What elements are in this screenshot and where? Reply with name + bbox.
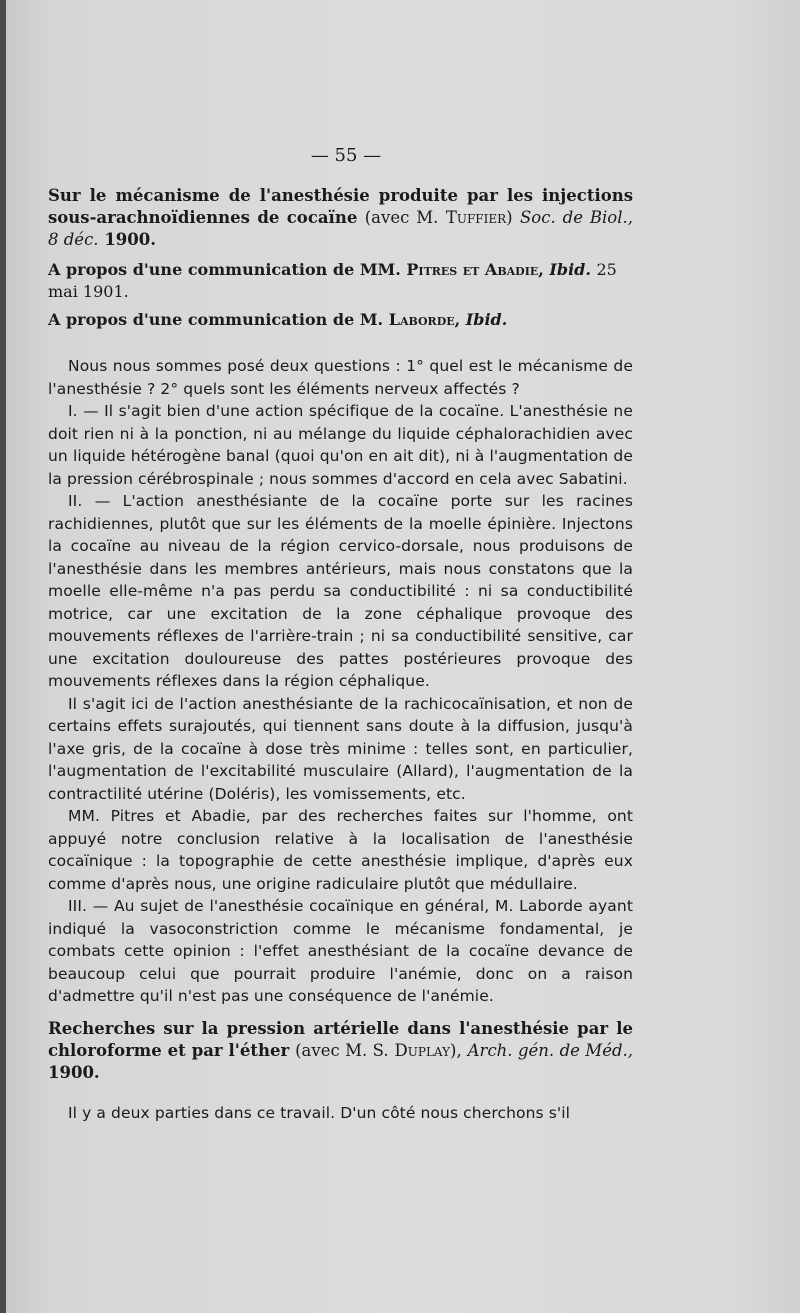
- ref-authors: Pitres et Abadie,: [406, 260, 544, 279]
- body-paragraph: MM. Pitres et Abadie, par des recherches faites sur l'homme, ont appuyé notre conclusion relative à la localisation de l'anesthésie cocaïnique : la topographie de cette anesthésie implique, d'après eux comme d'après nous, une origine radiculaire plutôt que médullaire.: [48, 807, 633, 893]
- page-content: [48, 185, 633, 1124]
- body-paragraph: I. — Il s'agit bien d'une action spécifique de la cocaïne. L'anesthésie ne doit rien ni à la ponction, ni au mélange du liquide céphalorachidien avec un liquide hétérogène banal (quoi qu'on en ait dit), ni à l'augmentation de la pression cérébrospinale ; nous sommes d'accord en cela avec Sabatini.: [48, 402, 633, 488]
- body-paragraph: Nous nous sommes posé deux questions : 1° quel est le mécanisme de l'anesthésie ? 2° quels sont les éléments nerveux affectés ?: [48, 357, 633, 398]
- ref-prefix: A propos d'une communication de MM.: [48, 260, 401, 279]
- body-paragraph: Il s'agit ici de l'action anesthésiante de la rachicocaïnisation, et non de certains effets surajoutés, qui tiennent sans doute à la diffusion, jusqu'à l'axe gris, de la cocaïne à dose très minime : telles sont, en particulier, l'augmentation de l'excitabilité musculaire (Allard), l'augmentation de la contractilité utérine (Doléris), les vomissements, etc.: [48, 694, 633, 803]
- entry-title-year: 1900.: [48, 1062, 100, 1082]
- entry-title: [48, 1018, 633, 1084]
- document-page: [6, 0, 800, 1313]
- ref-date: 25 mai 1901.: [48, 260, 617, 301]
- entry-title-author: Duplay),: [394, 1040, 462, 1060]
- reference-line: [48, 259, 633, 303]
- body-paragraph: II. — L'action anesthésiante de la cocaïne porte sur les racines rachidiennes, plutôt que sur les éléments de la moelle épinière. Injectons la cocaïne au niveau de la région cervico-dorsale, nous produisons de l'anesthésie dans les membres antérieurs, mais nous constatons que la moelle elle-même n'a pas perdu sa conductibilité : ni sa conductibilité motrice, car une excitation de la zone céphalique provoque des mouvements réflexes de l'arrière-train ; ni sa conductibilité sensitive, car une excitation douloureuse des pattes postérieures provoque des mouvements réflexes dans la région céphalique.: [48, 492, 633, 690]
- reference-line: [48, 309, 633, 331]
- ref-authors: Laborde,: [388, 310, 461, 329]
- entry-title-journal: Arch. gén. de Méd.,: [467, 1040, 634, 1060]
- page-number: — 55 —: [310, 145, 382, 166]
- entry-title-text: Sur le mécanisme de l'anesthésie produite par les injections sous-arachnoïdiennes de cocaïne: [48, 186, 633, 227]
- entry-title-with: (avec M.: [364, 208, 439, 227]
- entry-title-author: Tuffier): [445, 208, 513, 227]
- entry-title-text: Recherches sur la pression artérielle dans l'anesthésie par le chloroforme et par l'éther: [48, 1018, 633, 1060]
- body-paragraph: III. — Au sujet de l'anesthésie cocaïnique en général, M. Laborde ayant indiqué la vasoconstriction comme le mécanisme fondamental, je combats cette opinion : l'effet anesthésiant de la cocaïne devance de beaucoup celui que pourrait produire l'anémie, donc on a raison d'admettre qu'il n'est pas une conséquence de l'anémie.: [48, 897, 633, 1005]
- entry-title: [48, 185, 633, 251]
- body-paragraph: Il y a deux parties dans ce travail. D'un côté nous cherchons s'il: [68, 1103, 571, 1122]
- entry-title-with: (avec M. S.: [295, 1040, 389, 1060]
- ref-prefix: A propos d'une communication de M.: [48, 310, 384, 329]
- entry-title-journal: Soc. de Biol., 8 déc.: [48, 208, 633, 249]
- ref-ibid: Ibid.: [465, 310, 508, 329]
- entry-title-year: 1900.: [104, 230, 156, 249]
- ref-ibid: Ibid.: [549, 260, 591, 279]
